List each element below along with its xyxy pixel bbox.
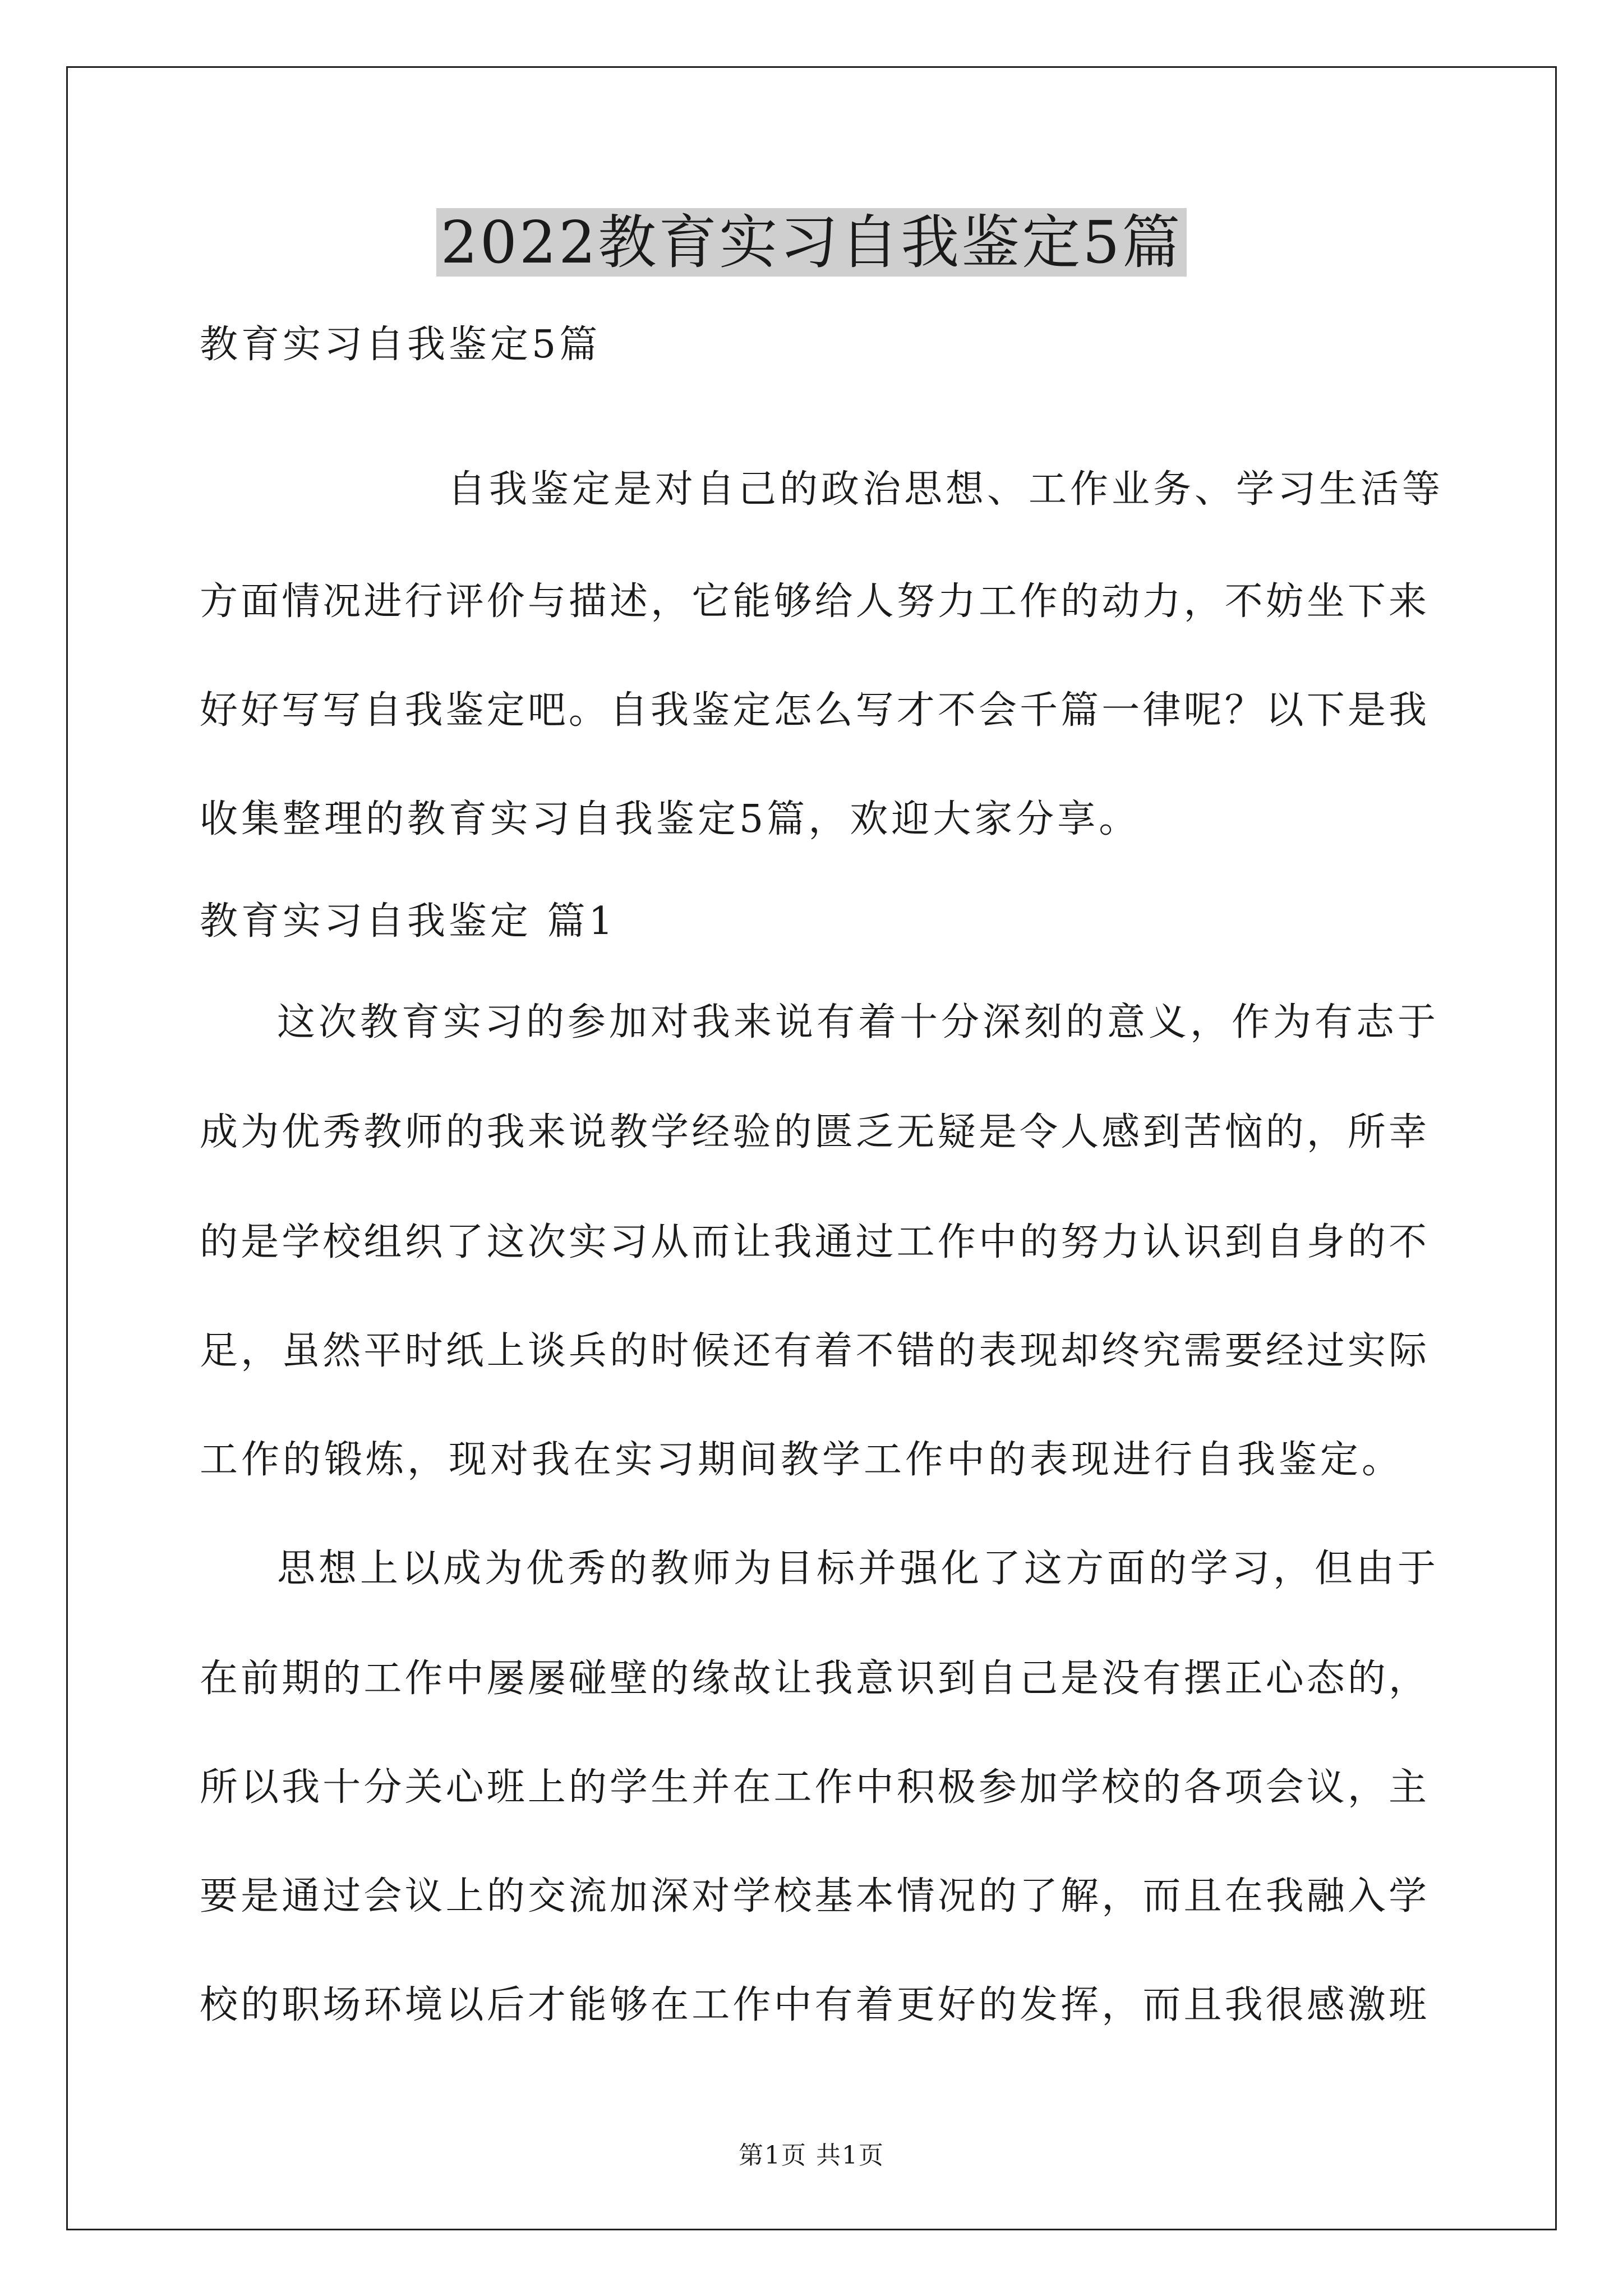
paragraph-line: 校的职场环境以后才能够在工作中有着更好的发挥，而且我很感激班 bbox=[200, 1983, 1428, 2027]
paragraph-line: 这次教育实习的参加对我来说有着十分深刻的意义，作为有志于 bbox=[277, 1000, 1440, 1045]
intro-line: 收集整理的教育实习自我鉴定5篇，欢迎大家分享。 bbox=[200, 797, 1141, 841]
paragraph-line: 成为优秀教师的我来说教学经验的匮乏无疑是令人感到苦恼的，所幸 bbox=[200, 1110, 1428, 1154]
intro-line: 好好写写自我鉴定吧。自我鉴定怎么写才不会千篇一律呢？以下是我 bbox=[200, 688, 1428, 733]
paragraph-line: 工作的锻炼，现对我在实习期间教学工作中的表现进行自我鉴定。 bbox=[200, 1438, 1404, 1482]
paragraph-line: 的是学校组织了这次实习从而让我通过工作中的努力认识到自身的不 bbox=[200, 1220, 1428, 1264]
section-heading: 教育实习自我鉴定 篇1 bbox=[200, 899, 616, 944]
paragraph-line: 足，虽然平时纸上谈兵的时候还有着不错的表现却终究需要经过实际 bbox=[200, 1329, 1428, 1373]
page-footer: 第1页 共1页 bbox=[739, 2141, 884, 2170]
intro-line: 方面情况进行评价与描述，它能够给人努力工作的动力，不妨坐下来 bbox=[200, 579, 1428, 624]
document-title: 2022教育实习自我鉴定5篇 bbox=[0, 203, 1623, 282]
paragraph-line: 所以我十分关心班上的学生并在工作中积极参加学校的各项会议，主 bbox=[200, 1765, 1428, 1810]
paragraph-line: 在前期的工作中屡屡碰壁的缘故让我意识到自己是没有摆正心态的， bbox=[200, 1657, 1428, 1701]
subtitle: 教育实习自我鉴定5篇 bbox=[200, 323, 601, 367]
paragraph-line: 要是通过会议上的交流加深对学校基本情况的了解，而且在我融入学 bbox=[200, 1874, 1428, 1918]
intro-line: 自我鉴定是对自己的政治思想、工作业务、学习生活等 bbox=[448, 467, 1444, 512]
paragraph-line: 思想上以成为优秀的教师为目标并强化了这方面的学习，但由于 bbox=[277, 1547, 1440, 1591]
